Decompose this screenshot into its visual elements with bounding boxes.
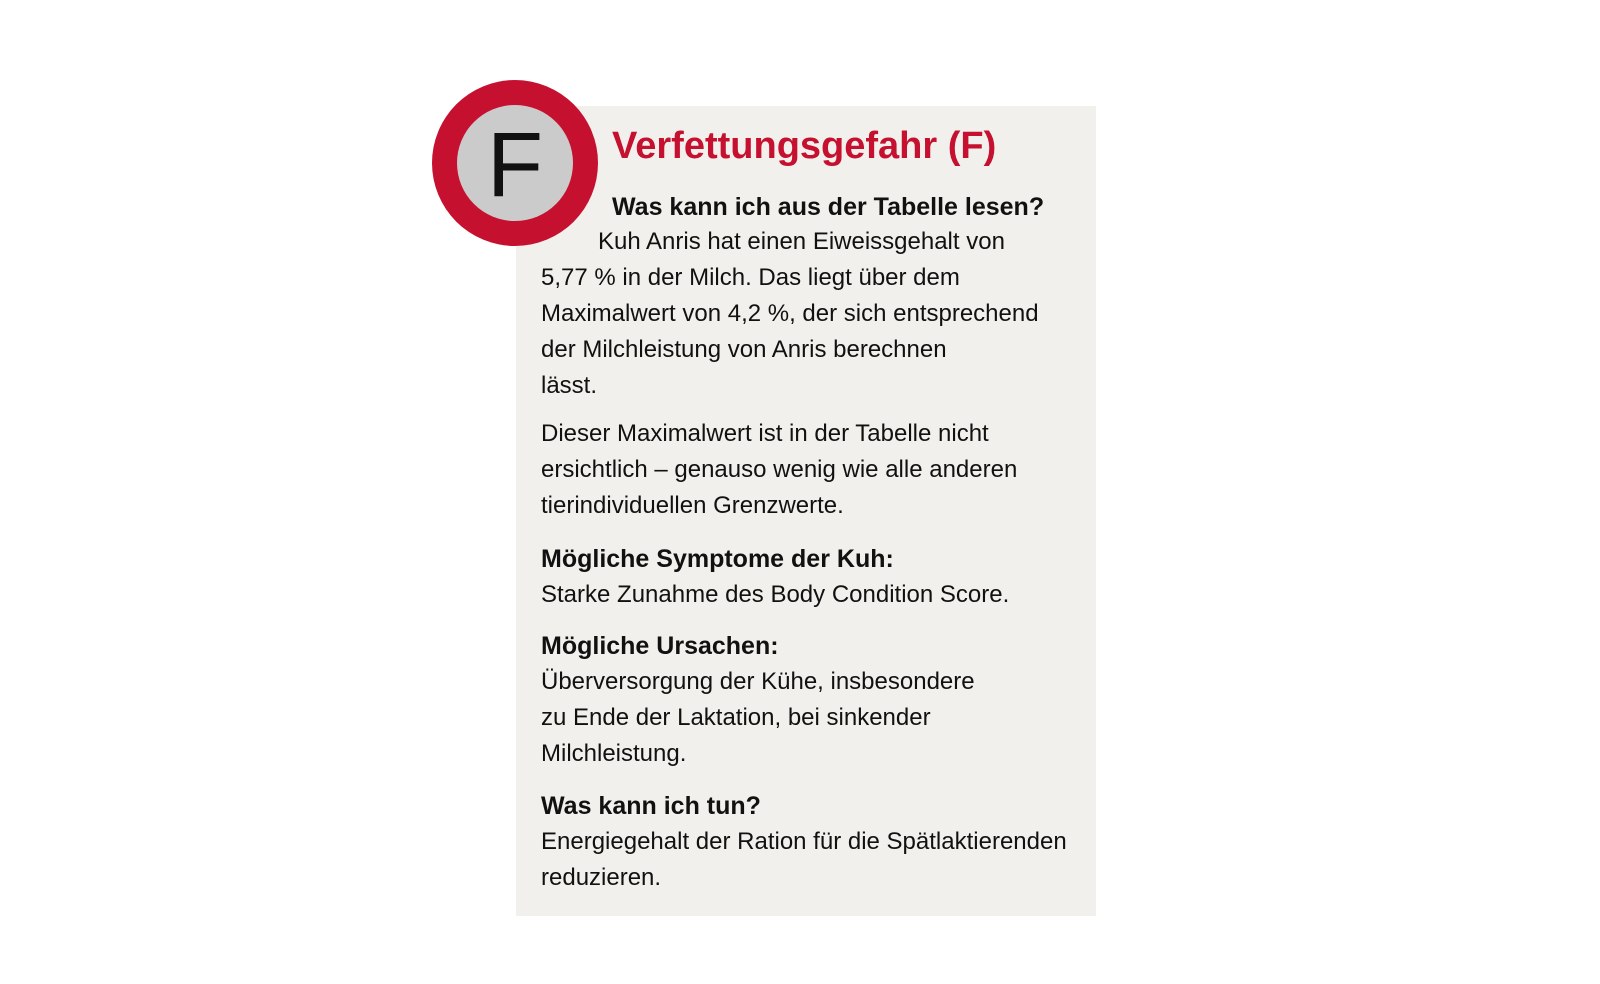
paragraph-line: reduzieren. <box>541 864 662 891</box>
paragraph-line: Überversorgung der Kühe, insbesondere <box>541 668 975 695</box>
category-badge-inner <box>457 105 573 221</box>
paragraph-line: Maximalwert von 4,2 %, der sich entsprechend <box>541 300 1039 327</box>
paragraph-line: tierindividuellen Grenzwerte. <box>541 492 844 519</box>
paragraph-line: Dieser Maximalwert ist in der Tabelle nicht <box>541 420 989 447</box>
paragraph-line: zu Ende der Laktation, bei sinkender <box>541 704 931 731</box>
symptoms-heading: Mögliche Symptome der Kuh: <box>541 545 894 573</box>
read-question-heading: Was kann ich aus der Tabelle lesen? <box>612 193 1045 221</box>
symptoms-section <box>541 541 1081 613</box>
paragraph-line: 5,77 % in der Milch. Das liegt über dem <box>541 264 960 291</box>
note-paragraph <box>541 416 1081 524</box>
causes-section <box>541 628 1081 772</box>
paragraph-line: lässt. <box>541 372 598 399</box>
paragraph-line: Energiegehalt der Ration für die Spätlaktierenden <box>541 828 1067 855</box>
card-title: Verfettungsgefahr (F) <box>612 125 997 167</box>
read-answer-paragraph <box>541 224 1081 404</box>
paragraph-line: Kuh Anris hat einen Eiweissgehalt von <box>598 228 1005 255</box>
paragraph-line: Starke Zunahme des Body Condition Score. <box>541 581 1010 608</box>
paragraph-line: ersichtlich – genauso wenig wie alle anderen <box>541 456 1018 483</box>
causes-heading: Mögliche Ursachen: <box>541 632 779 660</box>
paragraph-line: Milchleistung. <box>541 740 687 767</box>
paragraph-line: der Milchleistung von Anris berechnen <box>541 336 947 363</box>
action-heading: Was kann ich tun? <box>541 792 761 820</box>
category-badge-letter: F <box>486 114 544 216</box>
category-badge <box>432 80 598 246</box>
action-section <box>541 788 1081 896</box>
